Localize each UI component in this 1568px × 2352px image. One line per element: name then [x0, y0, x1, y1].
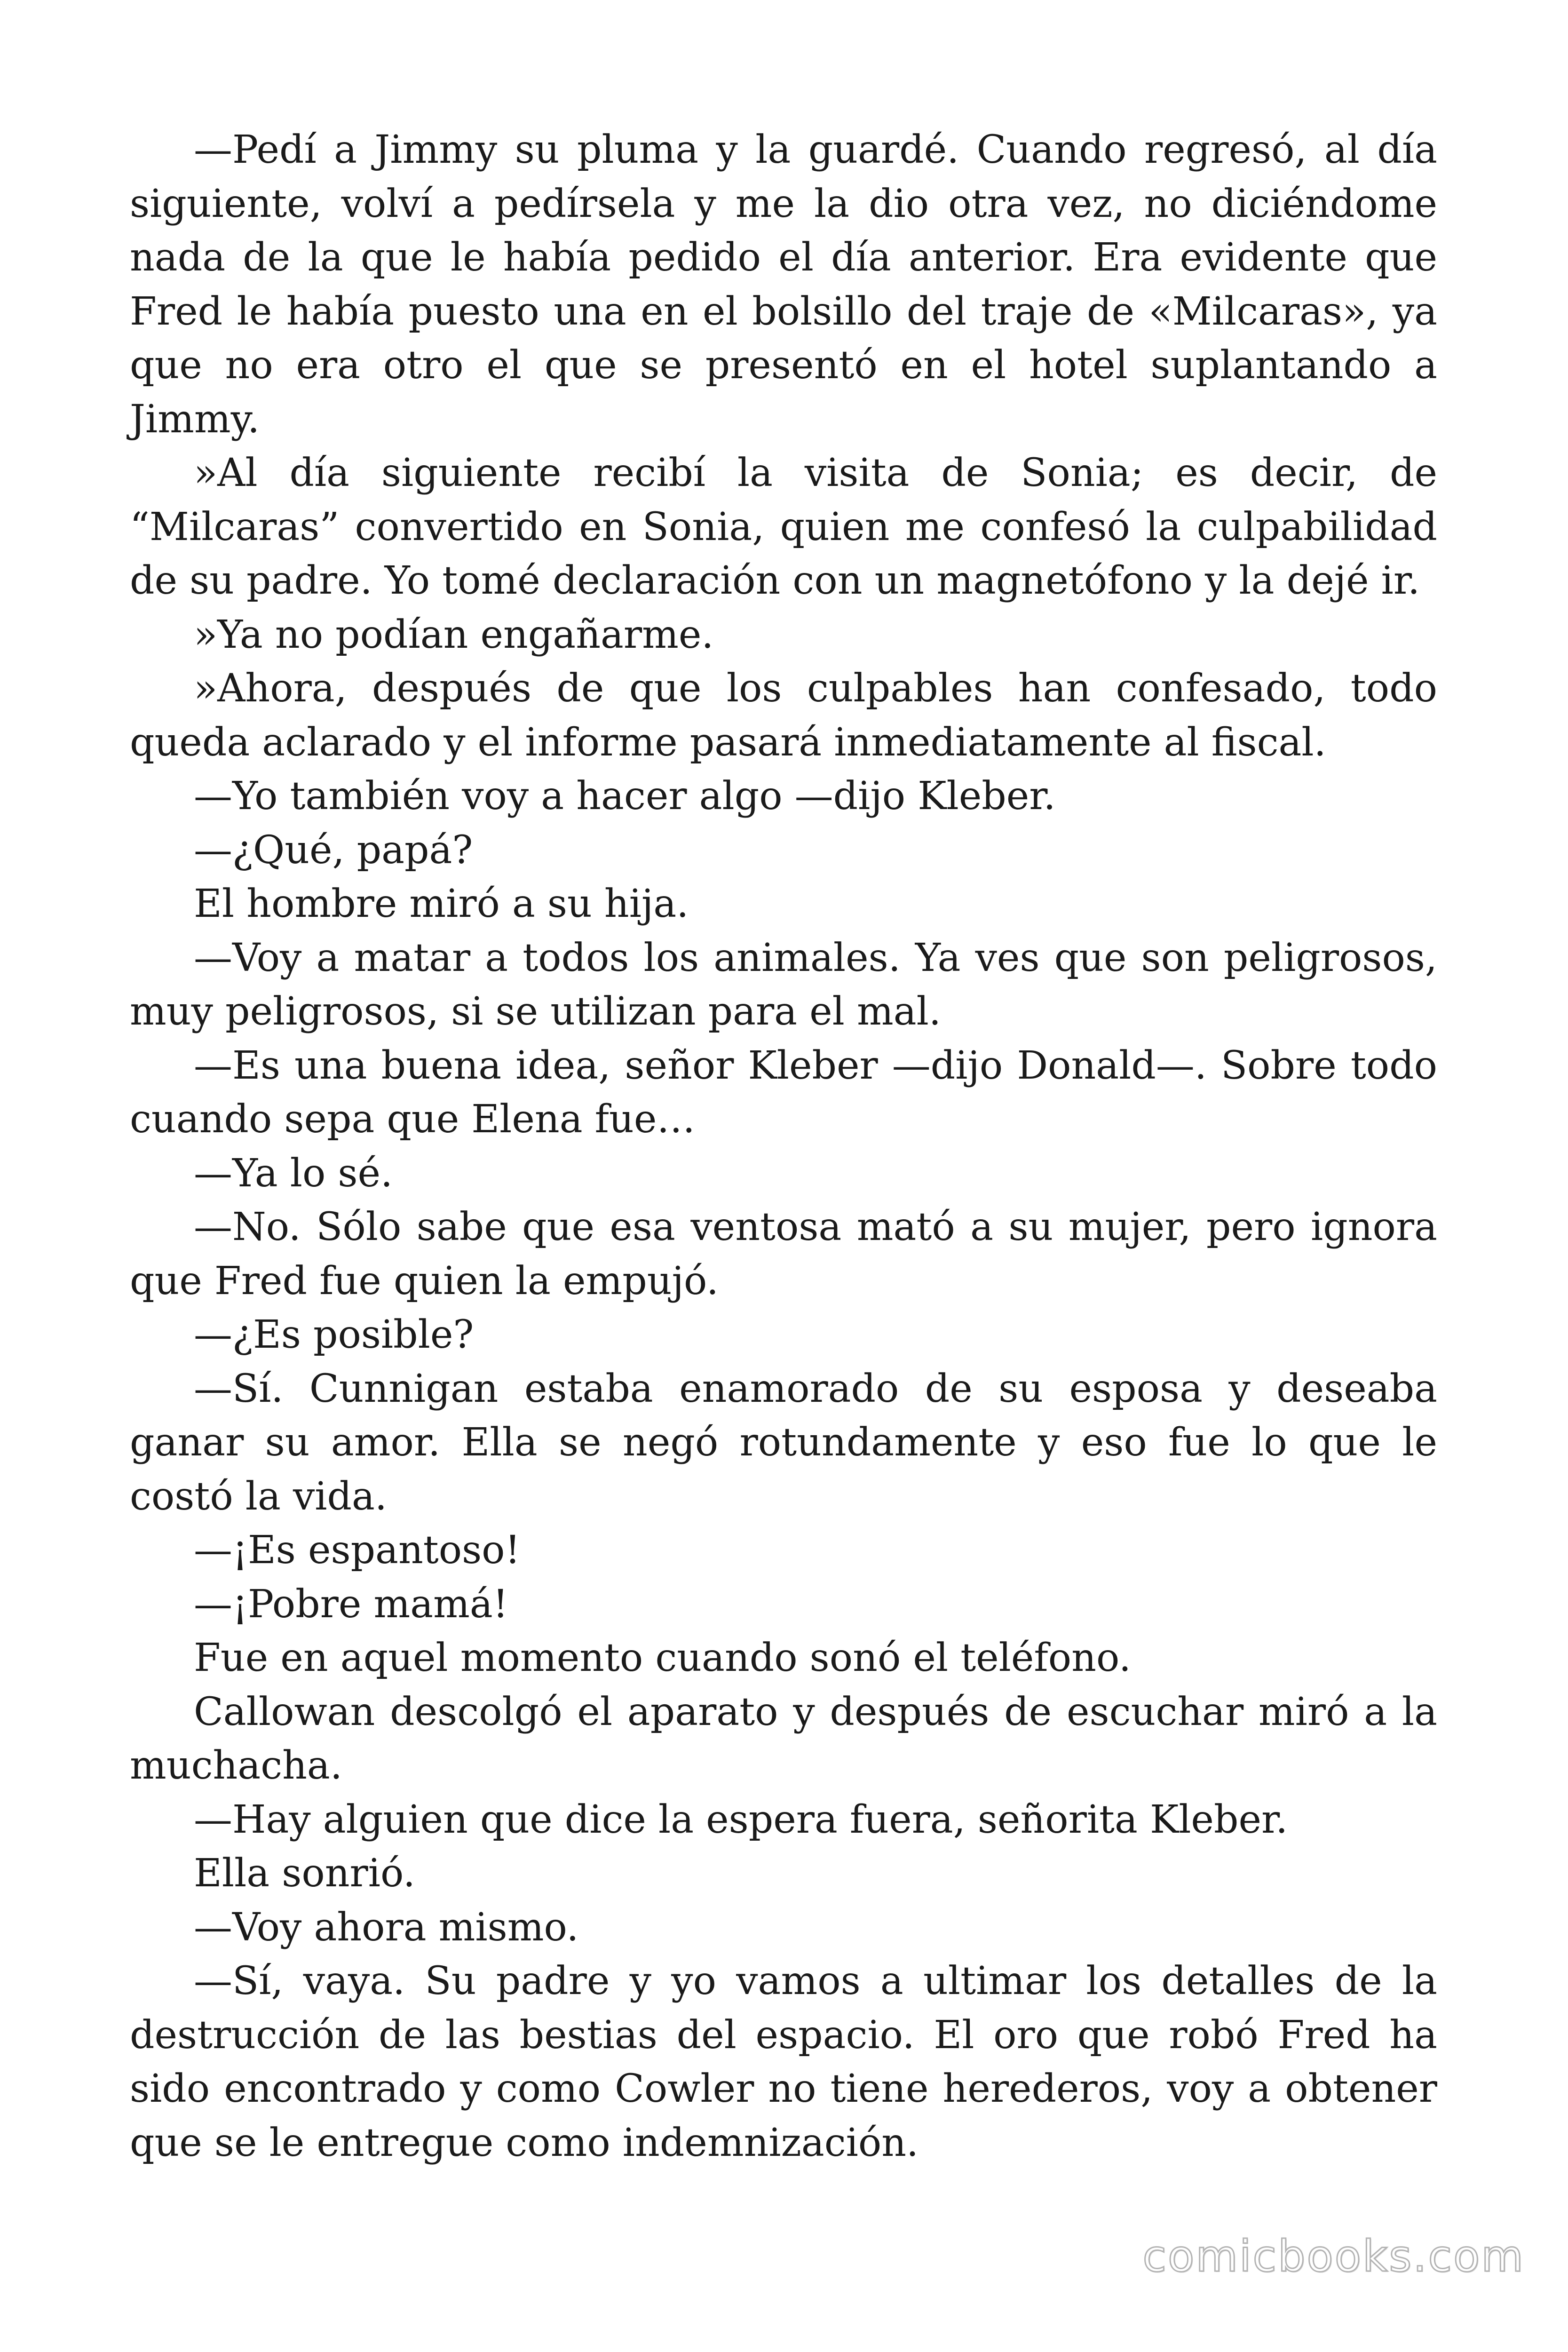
paragraph: —¿Qué, papá?: [194, 827, 473, 873]
watermark: comicbooks.com: [1142, 2231, 1525, 2281]
paragraph: —Yo también voy a hacer algo —dijo Kleber.: [194, 774, 1056, 818]
paragraph: —Voy a matar a todos los animales. Ya ves que son peligrosos, muy peligrosos, si se utilizan para el mal.: [130, 935, 1437, 1034]
paragraph: »Al día siguiente recibí la visita de Sonia; es decir, de “Milcaras” convertido en Sonia, quien me confesó la culpabilidad de su padre. Yo tomé declaración con un magnetófono y la dejé ir.: [130, 451, 1437, 603]
paragraph: —Voy ahora mismo.: [194, 1905, 579, 1950]
paragraph: Ella sonrió.: [194, 1851, 415, 1896]
paragraph: —¡Es espantoso!: [194, 1528, 521, 1573]
paragraph: —¿Es posible?: [194, 1312, 474, 1357]
paragraph: —Pedí a Jimmy su pluma y la guardé. Cuando regresó, al día siguiente, volví a pedírsela y me la dio otra vez, no diciéndome nada de la que le había pedido el día anterior. Era evidente que Fred le había puesto una en el bolsillo del traje de «Milcaras», ya que no era otro el que se presentó en el hotel suplantando a Jimmy.: [130, 127, 1437, 442]
paragraph: —Sí. Cunnigan estaba enamorado de su esposa y deseaba ganar su amor. Ella se negó rotundamente y eso fue lo que le costó la vida.: [130, 1366, 1437, 1519]
paragraph: Fue en aquel momento cuando sonó el teléfono.: [194, 1636, 1131, 1680]
paragraph: —Es una buena idea, señor Kleber —dijo Donald—. Sobre todo cuando sepa que Elena fue…: [130, 1043, 1437, 1142]
paragraph: —Ya lo sé.: [194, 1151, 393, 1196]
paragraph: Callowan descolgó el aparato y después de escuchar miró a la muchacha.: [130, 1689, 1437, 1788]
paragraph: El hombre miró a su hija.: [194, 882, 689, 926]
paragraph: —No. Sólo sabe que esa ventosa mató a su mujer, pero ignora que Fred fue quien la empujó.: [130, 1205, 1437, 1303]
page-body: [130, 123, 1437, 2170]
paragraph: —¡Pobre mamá!: [194, 1581, 508, 1627]
paragraph: —Sí, vaya. Su padre y yo vamos a ultimar los detalles de la destrucción de las bestias del espacio. El oro que robó Fred ha sido encontrado y como Cowler no tiene herederos, voy a obtener que se le entregue como indemnización.: [130, 1959, 1437, 2165]
paragraph: —Hay alguien que dice la espera fuera, señorita Kleber.: [194, 1797, 1288, 1842]
paragraph: »Ahora, después de que los culpables han confesado, todo queda aclarado y el informe pasará inmediatamente al fiscal.: [130, 666, 1437, 765]
paragraph: »Ya no podían engañarme.: [194, 612, 714, 657]
